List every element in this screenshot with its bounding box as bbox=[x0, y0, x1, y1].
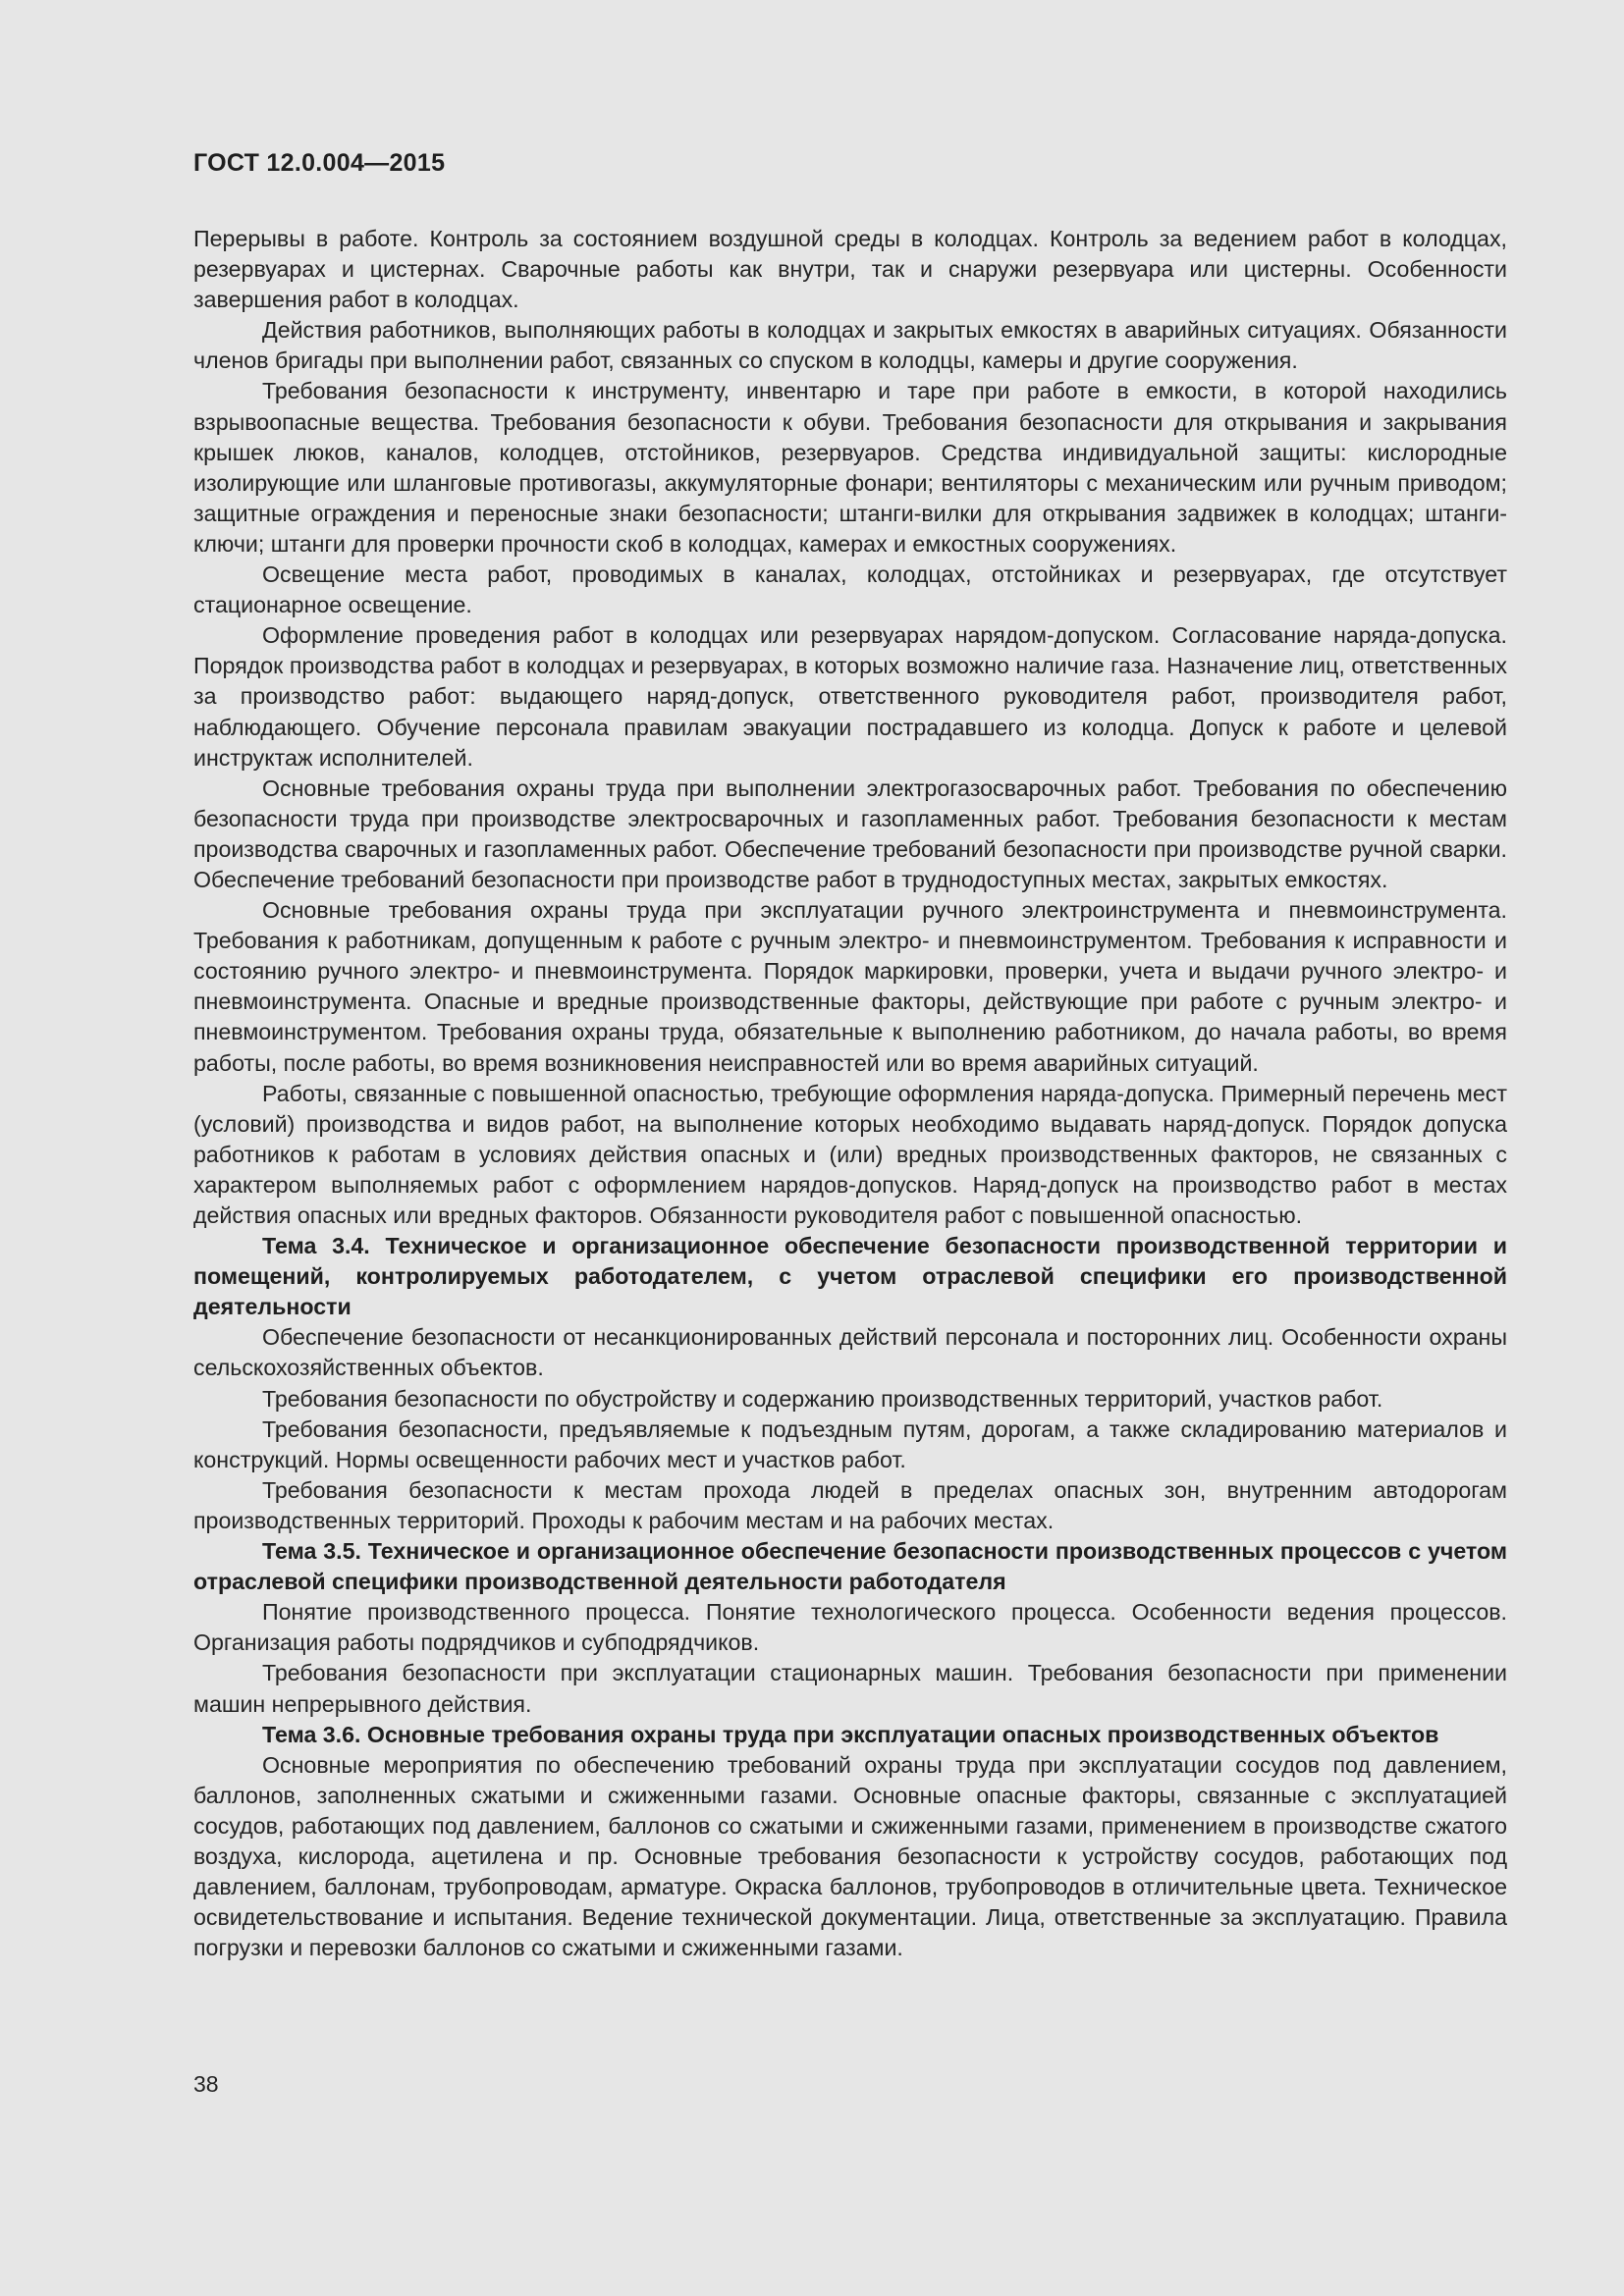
paragraph: Требования безопасности, предъявляемые к подъездным путям, дорогам, а также складированию материалов и конструкций. Нормы освещенности рабочих мест и участков работ. bbox=[193, 1415, 1507, 1472]
paragraph: Основные требования охраны труда при выполнении электрогазосварочных работ. Требования по обеспечению безопасности труда при производстве электросварочных и газопламенных работ. Требования безопасности к местам производства сварочных и газопламенных работ. Обеспечение требований безопасности при производстве ручной сварки. Обеспечение требований безопасности при производстве работ в труднодоступных местах, закрытых емкостях. bbox=[193, 774, 1507, 892]
paragraph: Требования безопасности к местам прохода людей в пределах опасных зон, внутренним автодорогам производственных территорий. Проходы к рабочим местам и на рабочих местах. bbox=[193, 1476, 1507, 1533]
paragraph: Основные мероприятия по обеспечению требований охраны труда при эксплуатации сосудов под давлением, баллонов, заполненных сжатыми и сжиженными газами. Основные опасные факторы, связанные с эксплуатацией сосудов, работающих под давлением, баллонов со сжатыми и сжиженными газами, применением в производстве сжатого воздуха, кислорода, ацетилена и пр. Основные требования безопасности к устройству сосудов, работающих под давлением, баллонам, трубопроводам, арматуре. Окраска баллонов, трубопроводов в отличительные цвета. Техническое освидетельствование и испытания. Ведение технической документации. Лица, ответственные за эксплуатацию. Правила погрузки и перевозки баллонов со сжатыми и сжиженными газами. bbox=[193, 1751, 1507, 1961]
paragraph: Понятие производственного процесса. Понятие технологического процесса. Особенности ведения процессов. Организация работы подрядчиков и субподрядчиков. bbox=[193, 1599, 1507, 1656]
paragraph: Освещение места работ, проводимых в каналах, колодцах, отстойниках и резервуарах, где отсутствует стационарное освещение. bbox=[193, 561, 1507, 618]
document-body bbox=[193, 224, 1507, 1963]
paragraph: Перерывы в работе. Контроль за состоянием воздушной среды в колодцах. Контроль за ведением работ в колодцах, резервуарах и цистернах. Сварочные работы как внутри, так и снаружи резервуара или цистерны. Особенности завершения работ в колодцах. bbox=[193, 226, 1507, 313]
section-heading: Тема 3.6. Основные требования охраны труда при эксплуатации опасных производственных объектов bbox=[262, 1721, 1439, 1747]
paragraph: Обеспечение безопасности от несанкционированных действий персонала и посторонних лиц. Особенности охраны сельскохозяйственных объектов. bbox=[193, 1324, 1507, 1381]
paragraph: Оформление проведения работ в колодцах или резервуарах нарядом-допуском. Согласование наряда-допуска. Порядок производства работ в колодцах и резервуарах, в которых возможно наличие газа. Назначение лиц, ответственных за производство работ: выдающего наряд-допуск, ответственного руководителя работ, производителя работ, наблюдающего. Обучение персонала правилам эвакуации пострадавшего из колодца. Допуск к работе и целевой инструктаж исполнителей. bbox=[193, 622, 1507, 771]
paragraph: Требования безопасности к инструменту, инвентарю и таре при работе в емкости, в которой находились взрывоопасные вещества. Требования безопасности к обуви. Требования безопасности для открывания и закрывания крышек люков, каналов, колодцев, отстойников, резервуаров. Средства индивидуальной защиты: кислородные изолирующие или шланговые противогазы, аккумуляторные фонари; вентиляторы с механическим или ручным приводом; защитные ограждения и переносные знаки безопасности; штанги-вилки для открывания задвижек в колодцах; штанги-ключи; штанги для проверки прочности скоб в колодцах, камерах и емкостных сооружениях. bbox=[193, 378, 1507, 557]
section-heading: Тема 3.5. Техническое и организационное обеспечение безопасности производственных процессов с учетом отраслевой специфики производственной деятельности работодателя bbox=[193, 1538, 1507, 1595]
document-header: ГОСТ 12.0.004—2015 bbox=[193, 149, 446, 177]
paragraph: Требования безопасности при эксплуатации стационарных машин. Требования безопасности при применении машин непрерывного действия. bbox=[193, 1660, 1507, 1717]
paragraph: Работы, связанные с повышенной опасностью, требующие оформления наряда-допуска. Примерный перечень мест (условий) производства и видов работ, на выполнение которых необходимо выдавать наряд-допуск. Порядок допуска работников к работам в условиях действия опасных и (или) вредных производственных факторов, не связанных с характером выполняемых работ с оформлением нарядов-допусков. Наряд-допуск на производство работ в местах действия опасных или вредных факторов. Обязанности руководителя работ с повышенной опасностью. bbox=[193, 1080, 1507, 1228]
paragraph: Действия работников, выполняющих работы в колодцах и закрытых емкостях в аварийных ситуациях. Обязанности членов бригады при выполнении работ, связанных со спуском в колодцы, камеры и другие сооружения. bbox=[193, 317, 1507, 374]
paragraph: Основные требования охраны труда при эксплуатации ручного электроинструмента и пневмоинструмента. Требования к работникам, допущенным к работе с ручным электро- и пневмоинструментом. Требования к исправности и состоянию ручного электро- и пневмоинструмента. Порядок маркировки, проверки, учета и выдачи ручного электро- и пневмоинструмента. Опасные и вредные производственные факторы, действующие при работе с ручным электро- и пневмоинструментом. Требования охраны труда, обязательные к выполнению работником, до начала работы, во время работы, после работы, во время возникновения неисправностей или во время аварийных ситуаций. bbox=[193, 897, 1507, 1076]
paragraph: Требования безопасности по обустройству и содержанию производственных территорий, участков работ. bbox=[262, 1385, 1383, 1412]
page-number: 38 bbox=[193, 2071, 219, 2097]
section-heading: Тема 3.4. Техническое и организационное обеспечение безопасности производственной территории и помещений, контролируемых работодателем, с учетом отраслевой специфики его производственной деятельности bbox=[193, 1233, 1507, 1320]
